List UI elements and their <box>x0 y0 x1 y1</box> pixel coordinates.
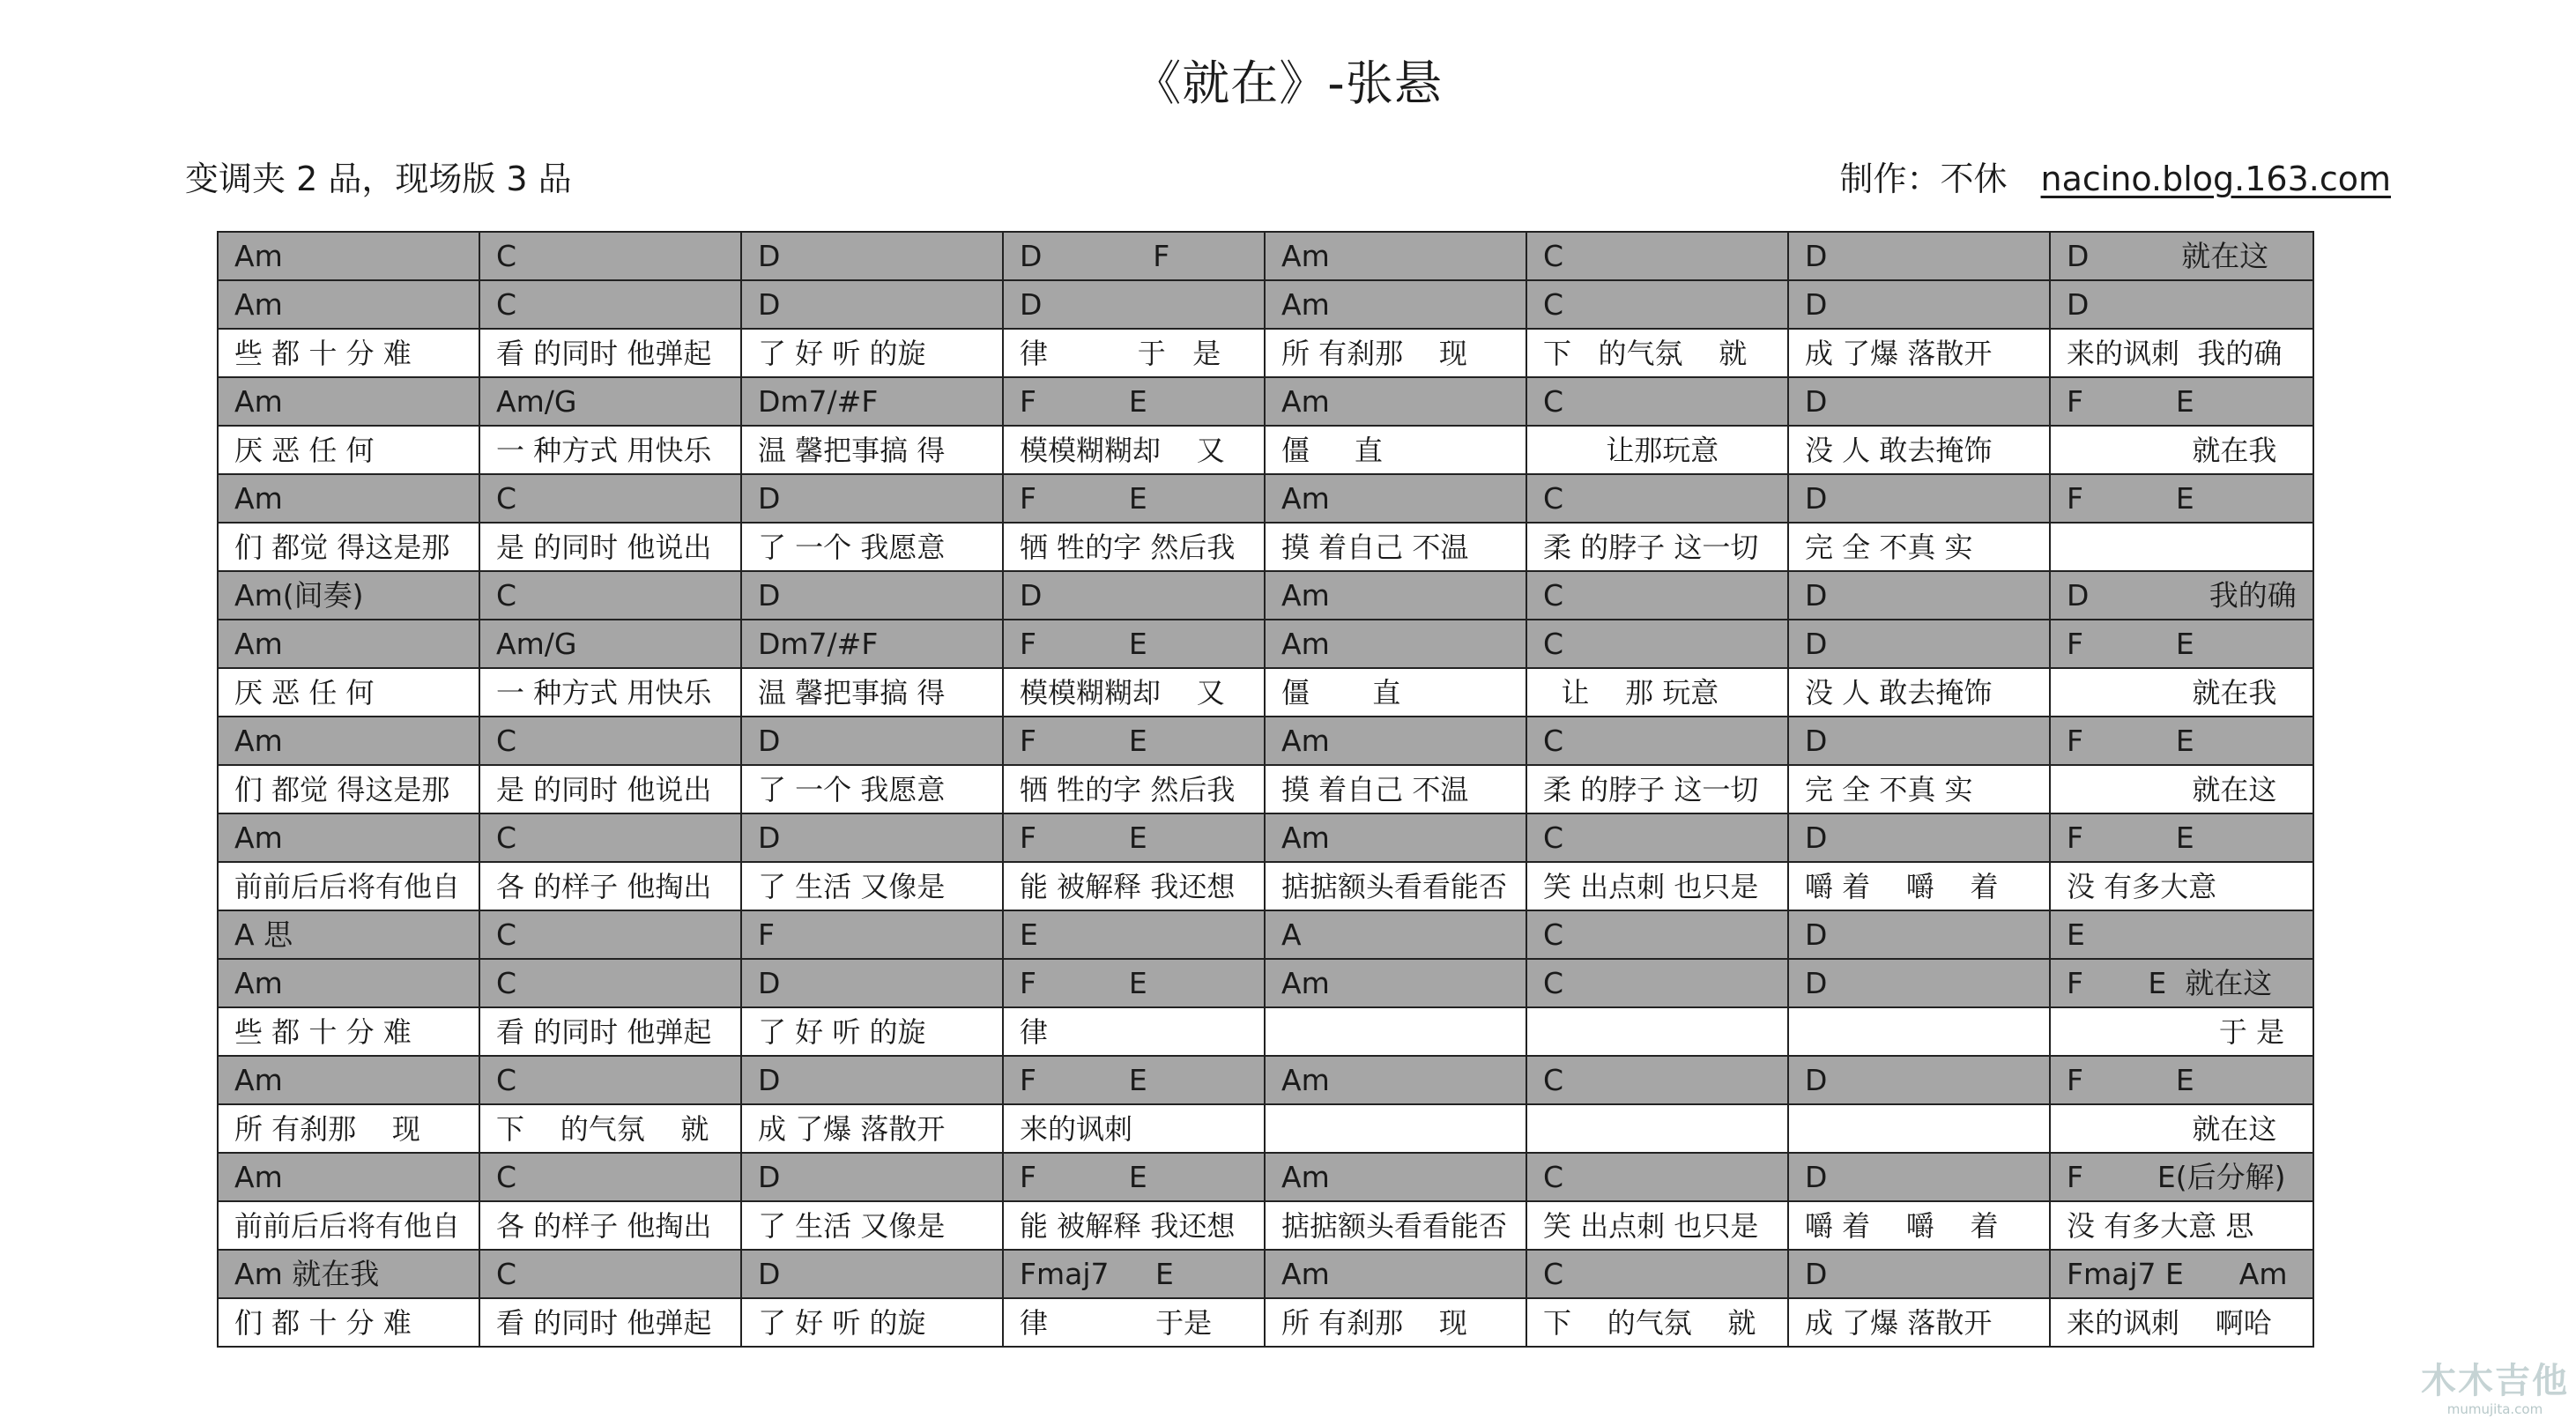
watermark-url: mumujita.com <box>2446 1401 2543 1417</box>
chord-cell: D 就在这 <box>2050 232 2313 280</box>
chord-cell: C <box>1526 813 1788 862</box>
lyric-cell <box>1788 1007 2050 1056</box>
chord-cell: C <box>1526 1153 1788 1201</box>
lyric-cell: 僵 直 <box>1265 668 1526 717</box>
lyric-cell: 来的讽刺 <box>1003 1104 1265 1153</box>
lyric-cell: 就在这 <box>2050 765 2313 813</box>
chord-cell: Am <box>218 959 479 1007</box>
lyric-cell: 没 有多大意 <box>2050 862 2313 910</box>
lyric-cell: 律 于是 <box>1003 1298 1265 1347</box>
chord-cell: F E <box>1003 717 1265 765</box>
lyric-cell: 就在这 <box>2050 1104 2313 1153</box>
chord-cell: Am <box>218 377 479 426</box>
song-title: 《就在》-张悬 <box>1133 56 1443 111</box>
chord-cell: Am 就在我 <box>218 1250 479 1298</box>
lyric-cell: 一 种方式 用快乐 <box>479 668 741 717</box>
chord-cell: D <box>1788 1153 2050 1201</box>
chord-row <box>218 474 2313 523</box>
chord-cell: Fmaj7 E Am <box>2050 1250 2313 1298</box>
lyric-cell: 柔 的脖子 这一切 <box>1526 765 1788 813</box>
chord-cell: F E <box>2050 620 2313 668</box>
chord-cell: Am <box>1265 813 1526 862</box>
lyric-row <box>218 668 2313 717</box>
lyric-cell: 笑 出点刺 也只是 <box>1526 862 1788 910</box>
lyric-cell: 是 的同时 他说出 <box>479 523 741 571</box>
lyric-cell: 能 被解释 我还想 <box>1003 862 1265 910</box>
lyric-row <box>218 523 2313 571</box>
chord-cell: C <box>479 232 741 280</box>
chord-cell: E <box>1003 910 1265 959</box>
chord-cell: D <box>1788 813 2050 862</box>
chord-cell: C <box>479 1153 741 1201</box>
chord-cell: F E <box>1003 474 1265 523</box>
lyric-cell: 厌 恶 任 何 <box>218 426 479 474</box>
chord-cell: Fmaj7 E <box>1003 1250 1265 1298</box>
lyric-cell: 让 那 玩意 <box>1526 668 1788 717</box>
chord-cell: F E <box>1003 1056 1265 1104</box>
chord-cell: D <box>741 813 1003 862</box>
lyric-cell: 摸 着自己 不温 <box>1265 765 1526 813</box>
chord-cell: F E <box>2050 377 2313 426</box>
capo-note: 变调夹 2 品，现场版 3 品 <box>185 160 572 198</box>
chord-cell: F E 就在这 <box>2050 959 2313 1007</box>
chord-cell: Am <box>218 232 479 280</box>
lyric-cell: 没 人 敢去掩饰 <box>1788 426 2050 474</box>
chord-cell: C <box>479 1056 741 1104</box>
lyric-cell: 笑 出点刺 也只是 <box>1526 1201 1788 1250</box>
chord-cell: F E <box>1003 1153 1265 1201</box>
chord-cell: C <box>1526 232 1788 280</box>
lyric-cell: 些 都 十 分 难 <box>218 1007 479 1056</box>
chord-cell: C <box>1526 959 1788 1007</box>
chord-cell: A 思 <box>218 910 479 959</box>
chord-row <box>218 377 2313 426</box>
lyric-cell: 所 有刹那 现 <box>218 1104 479 1153</box>
chord-cell: Am <box>218 474 479 523</box>
chord-cell: D <box>1788 571 2050 620</box>
chord-cell: C <box>1526 377 1788 426</box>
lyric-cell: 完 全 不真 实 <box>1788 523 2050 571</box>
lyric-cell: 柔 的脖子 这一切 <box>1526 523 1788 571</box>
chord-cell: A <box>1265 910 1526 959</box>
chord-cell: Am <box>218 717 479 765</box>
chord-cell: D <box>741 717 1003 765</box>
lyric-cell: 模模糊糊却 又 <box>1003 426 1265 474</box>
lyric-cell: 律 <box>1003 1007 1265 1056</box>
chord-cell: D <box>741 474 1003 523</box>
lyric-cell: 一 种方式 用快乐 <box>479 426 741 474</box>
lyric-cell: 来的讽刺 我的确 <box>2050 329 2313 377</box>
chord-cell: Dm7/#F <box>741 620 1003 668</box>
chord-cell: Am <box>1265 620 1526 668</box>
chord-row <box>218 959 2313 1007</box>
lyric-cell: 掂掂额头看看能否 <box>1265 1201 1526 1250</box>
credit <box>1840 152 2391 200</box>
chord-cell: Am <box>218 813 479 862</box>
chord-cell: C <box>479 813 741 862</box>
lyric-cell: 嚼 着 嚼 着 <box>1788 1201 2050 1250</box>
chord-cell: F <box>741 910 1003 959</box>
lyric-cell: 成 了爆 落散开 <box>1788 329 2050 377</box>
chord-cell: D <box>1788 377 2050 426</box>
chord-row <box>218 280 2313 329</box>
chord-cell: Am <box>1265 717 1526 765</box>
chord-cell: Am <box>1265 959 1526 1007</box>
lyric-cell <box>1526 1104 1788 1153</box>
chord-cell: C <box>1526 717 1788 765</box>
blog-link[interactable]: nacino.blog.163.com <box>2040 160 2391 198</box>
chord-cell: D <box>1788 280 2050 329</box>
chord-cell: F E <box>1003 620 1265 668</box>
chord-cell: Am <box>218 1056 479 1104</box>
lyric-row <box>218 1298 2313 1347</box>
chord-sheet-table <box>217 231 2314 1348</box>
lyric-cell: 前前后后将有他自 <box>218 862 479 910</box>
chord-cell: F E <box>1003 377 1265 426</box>
lyric-cell: 前前后后将有他自 <box>218 1201 479 1250</box>
chord-cell: F E(后分解) <box>2050 1153 2313 1201</box>
chord-cell: Am <box>1265 280 1526 329</box>
lyric-cell: 成 了爆 落散开 <box>1788 1298 2050 1347</box>
chord-cell: D <box>2050 280 2313 329</box>
lyric-row <box>218 1007 2313 1056</box>
lyric-cell: 成 了爆 落散开 <box>741 1104 1003 1153</box>
chord-cell: C <box>1526 620 1788 668</box>
chord-cell: D <box>1788 1250 2050 1298</box>
chord-row <box>218 620 2313 668</box>
chord-cell: D <box>1788 717 2050 765</box>
chord-row <box>218 1250 2313 1298</box>
lyric-cell: 下 的气氛 就 <box>479 1104 741 1153</box>
chord-cell: D <box>741 1250 1003 1298</box>
chord-cell: Am/G <box>479 620 741 668</box>
chord-cell: D <box>1788 232 2050 280</box>
chord-cell: Am <box>218 280 479 329</box>
lyric-cell: 牺 牲的字 然后我 <box>1003 765 1265 813</box>
lyric-cell: 们 都 十 分 难 <box>218 1298 479 1347</box>
chord-cell: Am(间奏) <box>218 571 479 620</box>
watermark-logo <box>2421 1353 2569 1417</box>
lyric-cell <box>1265 1007 1526 1056</box>
lyric-cell: 了 生活 又像是 <box>741 1201 1003 1250</box>
chord-cell: F E <box>2050 1056 2313 1104</box>
chord-cell: C <box>479 959 741 1007</box>
chord-cell: C <box>1526 1056 1788 1104</box>
chord-cell: C <box>479 280 741 329</box>
lyric-cell: 们 都觉 得这是那 <box>218 765 479 813</box>
chord-cell: F E <box>2050 717 2313 765</box>
chord-row <box>218 571 2313 620</box>
lyric-cell <box>1788 1104 2050 1153</box>
lyric-cell: 没 有多大意 思 <box>2050 1201 2313 1250</box>
lyric-cell: 完 全 不真 实 <box>1788 765 2050 813</box>
lyric-cell: 于 是 <box>2050 1007 2313 1056</box>
chord-cell: F E <box>2050 813 2313 862</box>
lyric-cell: 来的讽刺 啊哈 <box>2050 1298 2313 1347</box>
chord-row <box>218 1056 2313 1104</box>
lyric-cell: 是 的同时 他说出 <box>479 765 741 813</box>
lyric-cell: 所 有刹那 现 <box>1265 1298 1526 1347</box>
chord-cell: Am <box>1265 571 1526 620</box>
lyric-cell: 了 一个 我愿意 <box>741 523 1003 571</box>
lyric-cell: 律 于 是 <box>1003 329 1265 377</box>
lyric-cell: 模模糊糊却 又 <box>1003 668 1265 717</box>
chord-cell: C <box>479 910 741 959</box>
lyric-cell: 僵 直 <box>1265 426 1526 474</box>
lyric-row <box>218 1201 2313 1250</box>
chord-cell: D <box>1003 280 1265 329</box>
chord-cell: C <box>479 571 741 620</box>
lyric-cell: 牺 牲的字 然后我 <box>1003 523 1265 571</box>
chord-cell: E <box>2050 910 2313 959</box>
chord-cell: D <box>1788 474 2050 523</box>
lyric-cell: 就在我 <box>2050 668 2313 717</box>
chord-cell: D <box>1003 571 1265 620</box>
chord-cell: D <box>1788 959 2050 1007</box>
lyric-cell <box>2050 523 2313 571</box>
chord-row <box>218 717 2313 765</box>
chord-cell: Am <box>1265 1153 1526 1201</box>
lyric-cell: 了 好 听 的旋 <box>741 329 1003 377</box>
lyric-cell: 了 一个 我愿意 <box>741 765 1003 813</box>
lyric-cell: 们 都觉 得这是那 <box>218 523 479 571</box>
chord-cell: Am <box>1265 377 1526 426</box>
chord-cell: Am <box>1265 232 1526 280</box>
lyric-row <box>218 765 2313 813</box>
lyric-cell: 温 馨把事搞 得 <box>741 426 1003 474</box>
lyric-cell: 就在我 <box>2050 426 2313 474</box>
lyric-cell: 掂掂额头看看能否 <box>1265 862 1526 910</box>
chord-cell: D <box>1788 1056 2050 1104</box>
chord-cell: D <box>741 959 1003 1007</box>
lyric-cell: 了 好 听 的旋 <box>741 1298 1003 1347</box>
lyric-cell: 下 的气氛 就 <box>1526 329 1788 377</box>
chord-cell: D <box>1788 910 2050 959</box>
chord-cell: D <box>741 280 1003 329</box>
chord-cell: C <box>1526 1250 1788 1298</box>
chord-row <box>218 813 2313 862</box>
chord-cell: C <box>1526 474 1788 523</box>
chord-row <box>218 232 2313 280</box>
lyric-cell: 摸 着自己 不温 <box>1265 523 1526 571</box>
lyric-cell: 些 都 十 分 难 <box>218 329 479 377</box>
chord-row <box>218 1153 2313 1201</box>
lyric-cell: 了 好 听 的旋 <box>741 1007 1003 1056</box>
chord-cell: Am <box>1265 474 1526 523</box>
chord-cell: C <box>1526 571 1788 620</box>
lyric-cell: 厌 恶 任 何 <box>218 668 479 717</box>
lyric-cell <box>1526 1007 1788 1056</box>
chord-cell: C <box>1526 280 1788 329</box>
lyric-cell: 能 被解释 我还想 <box>1003 1201 1265 1250</box>
lyric-row <box>218 1104 2313 1153</box>
chord-cell: D <box>1788 620 2050 668</box>
lyric-cell: 嚼 着 嚼 着 <box>1788 862 2050 910</box>
chord-cell: Dm7/#F <box>741 377 1003 426</box>
chord-cell: F E <box>1003 959 1265 1007</box>
chord-cell: F E <box>1003 813 1265 862</box>
author-credit: 制作：不休 <box>1839 160 2008 198</box>
chord-cell: D F <box>1003 232 1265 280</box>
lyric-cell: 没 人 敢去掩饰 <box>1788 668 2050 717</box>
chord-cell: Am <box>1265 1056 1526 1104</box>
lyric-row <box>218 426 2313 474</box>
lyric-cell: 下 的气氛 就 <box>1526 1298 1788 1347</box>
chord-row <box>218 910 2313 959</box>
lyric-cell <box>1265 1104 1526 1153</box>
lyric-row <box>218 329 2313 377</box>
chord-cell: D <box>741 1153 1003 1201</box>
chord-cell: D <box>741 232 1003 280</box>
chord-cell: C <box>479 717 741 765</box>
chord-cell: D <box>741 1056 1003 1104</box>
lyric-cell: 了 生活 又像是 <box>741 862 1003 910</box>
lyric-cell: 看 的同时 他弹起 <box>479 329 741 377</box>
lyric-cell: 让那玩意 <box>1526 426 1788 474</box>
chord-cell: C <box>479 1250 741 1298</box>
chord-cell: D 我的确 <box>2050 571 2313 620</box>
lyric-cell: 各 的样子 他掏出 <box>479 1201 741 1250</box>
lyric-cell: 看 的同时 他弹起 <box>479 1298 741 1347</box>
lyric-cell: 看 的同时 他弹起 <box>479 1007 741 1056</box>
lyric-cell: 温 馨把事搞 得 <box>741 668 1003 717</box>
lyric-cell: 各 的样子 他掏出 <box>479 862 741 910</box>
chord-cell: Am <box>1265 1250 1526 1298</box>
chord-cell: C <box>479 474 741 523</box>
chord-cell: D <box>741 571 1003 620</box>
chord-cell: Am <box>218 620 479 668</box>
chord-cell: F E <box>2050 474 2313 523</box>
chord-cell: C <box>1526 910 1788 959</box>
lyric-row <box>218 862 2313 910</box>
lyric-cell: 所 有刹那 现 <box>1265 329 1526 377</box>
watermark-text: 木木吉他 <box>2421 1361 2569 1401</box>
chord-cell: Am <box>218 1153 479 1201</box>
chord-cell: Am/G <box>479 377 741 426</box>
